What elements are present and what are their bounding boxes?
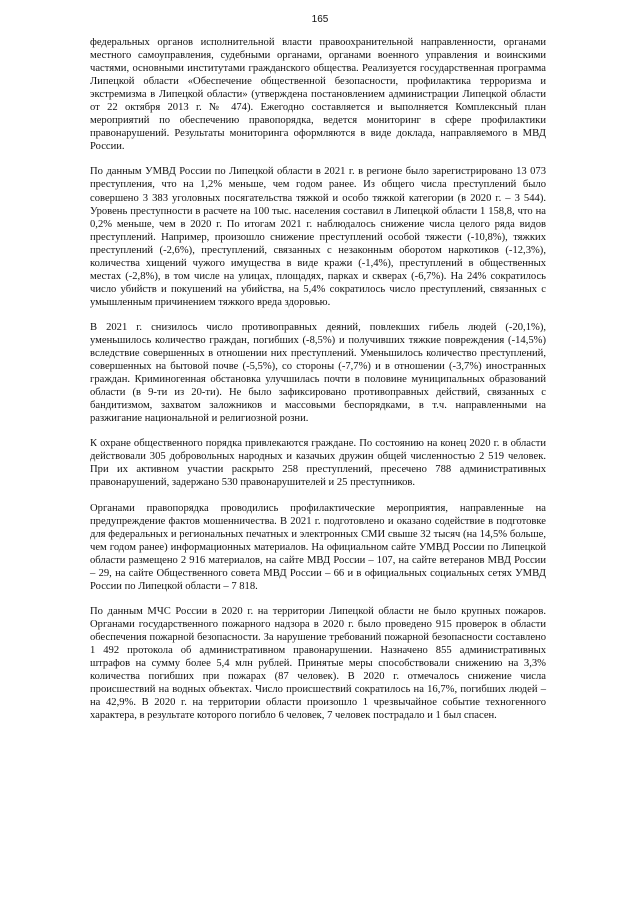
paragraph: По данным УМВД России по Липецкой области в 2021 г. в регионе было зарегистрировано 13 073 преступления, что на 1,2% меньше, чем годом ранее. Из общего числа преступлений было совершено 3 383 уголовных посягательства тяжкой и особо тяжкой категории (в 2020 г. – 3 544). Уровень преступности в расчете на 100 тыс. населения составил в Липецкой области 1 158,8, что на 0,2% меньше, чем в 2020 г. По итогам 2021 г. наблюдалось снижение числа целого ряда видов преступлений. Например, произошло снижение преступлений особой тяжести (-10,8%), тяжких преступлений (-2,6%), преступлений, связанных с незаконным оборотом наркотиков (-12,3%), количества хищений чужого имущества в виде кражи (-1,4%), преступлений в общественных местах (-2,8%), в том числе на улицах, площадях, парках и скверах (-6,7%). На 24% сократилось число убийств и покушений на убийства, на 5,4% сократилось число преступлений, связанных с умышленным причинением тяжкого вреда здоровью. [90,166,546,308]
paragraph: К охране общественного порядка привлекаются граждане. По состоянию на конец 2020 г. в области действовали 305 добровольных народных и казачьих дружин общей численностью 2 519 человек. При их активном участии раскрыто 258 преступлений, пресечено 788 административных правонарушений, задержано 530 правонарушителей и 25 преступников. [90,438,546,489]
paragraph: федеральных органов исполнительной власти правоохранительной направленности, органами местного самоуправления, судебными органами, органами военного управления и воинскими частями, основными институтами гражданского общества. Реализуется государственная программа Липецкой области «Обеспечение общественной безопасности, профилактика терроризма и экстремизма в Липецкой области» (утверждена постановлением администрации Липецкой области от 22 октября 2013 г. № 474). Ежегодно составляется и выполняется Комплексный план мероприятий по обеспечению правопорядка, ведется мониторинг в сфере профилактики правонарушений. Результаты мониторинга оформляются в виде доклада, направляемого в МВД России. [90,37,546,153]
paragraph: По данным МЧС России в 2020 г. на территории Липецкой области не было крупных пожаров. Органами государственного пожарного надзора в 2020 г. было проведено 915 проверок в области обеспечения пожарной безопасности. За нарушение требований пожарной безопасности составлено 1 492 протокола об административном правонарушении. Назначено 855 административных штрафов на сумму более 5,4 млн рублей. Принятые меры способствовали снижению на 3,3% количества погибших при пожарах (87 человек). В 2020 г. отмечалось снижение числа происшествий на водных объектах. Число происшествий сократилось на 16,7%, погибших людей – на 42,9%. В 2020 г. на территории области произошло 1 чрезвычайное событие техногенного характера, в результате которого погибло 6 человек, 7 человек пострадало и 1 был спасен. [90,605,546,722]
document-body [90,36,546,734]
paragraph: Органами правопорядка проводились профилактические мероприятия, направленные на предупреждение фактов мошенничества. В 2021 г. подготовлено и оказано содействие в подготовке для федеральных и региональных печатных и электронных СМИ свыше 32 тысяч (на 14,5% больше, чем годом ранее) информационных материалов. На официальном сайте УМВД России по Липецкой области размещено 2 916 материалов, на сайте МВД России – 107, на сайте ветеранов МВД России – 29, на сайте Общественного совета МВД России – 66 и в официальных социальных сетях УМВД России по Липецкой области – 7 818. [90,502,546,592]
paragraph: В 2021 г. снизилось число противоправных деяний, повлекших гибель людей (-20,1%), уменьшилось количество граждан, погибших (-8,5%) и получивших тяжкие повреждения (-14,5%) вследствие совершенных в отношении них преступлений. Уменьшилось количество преступлений, совершенных на бытовой почве (-5,5%), со стороны (-7,7%) и в отношении (-3,7%) иностранных граждан. Криминогенная обстановка улучшилась почти в половине муниципальных образований области (в 9-ти из 20-ти). Не было зафиксировано противоправных действий, связанных с бандитизмом, захватом заложников и массовыми беспорядками, в т.ч. направленными на разжигание национальной и религиозной розни. [90,321,546,425]
page-number: 165 [311,14,329,25]
